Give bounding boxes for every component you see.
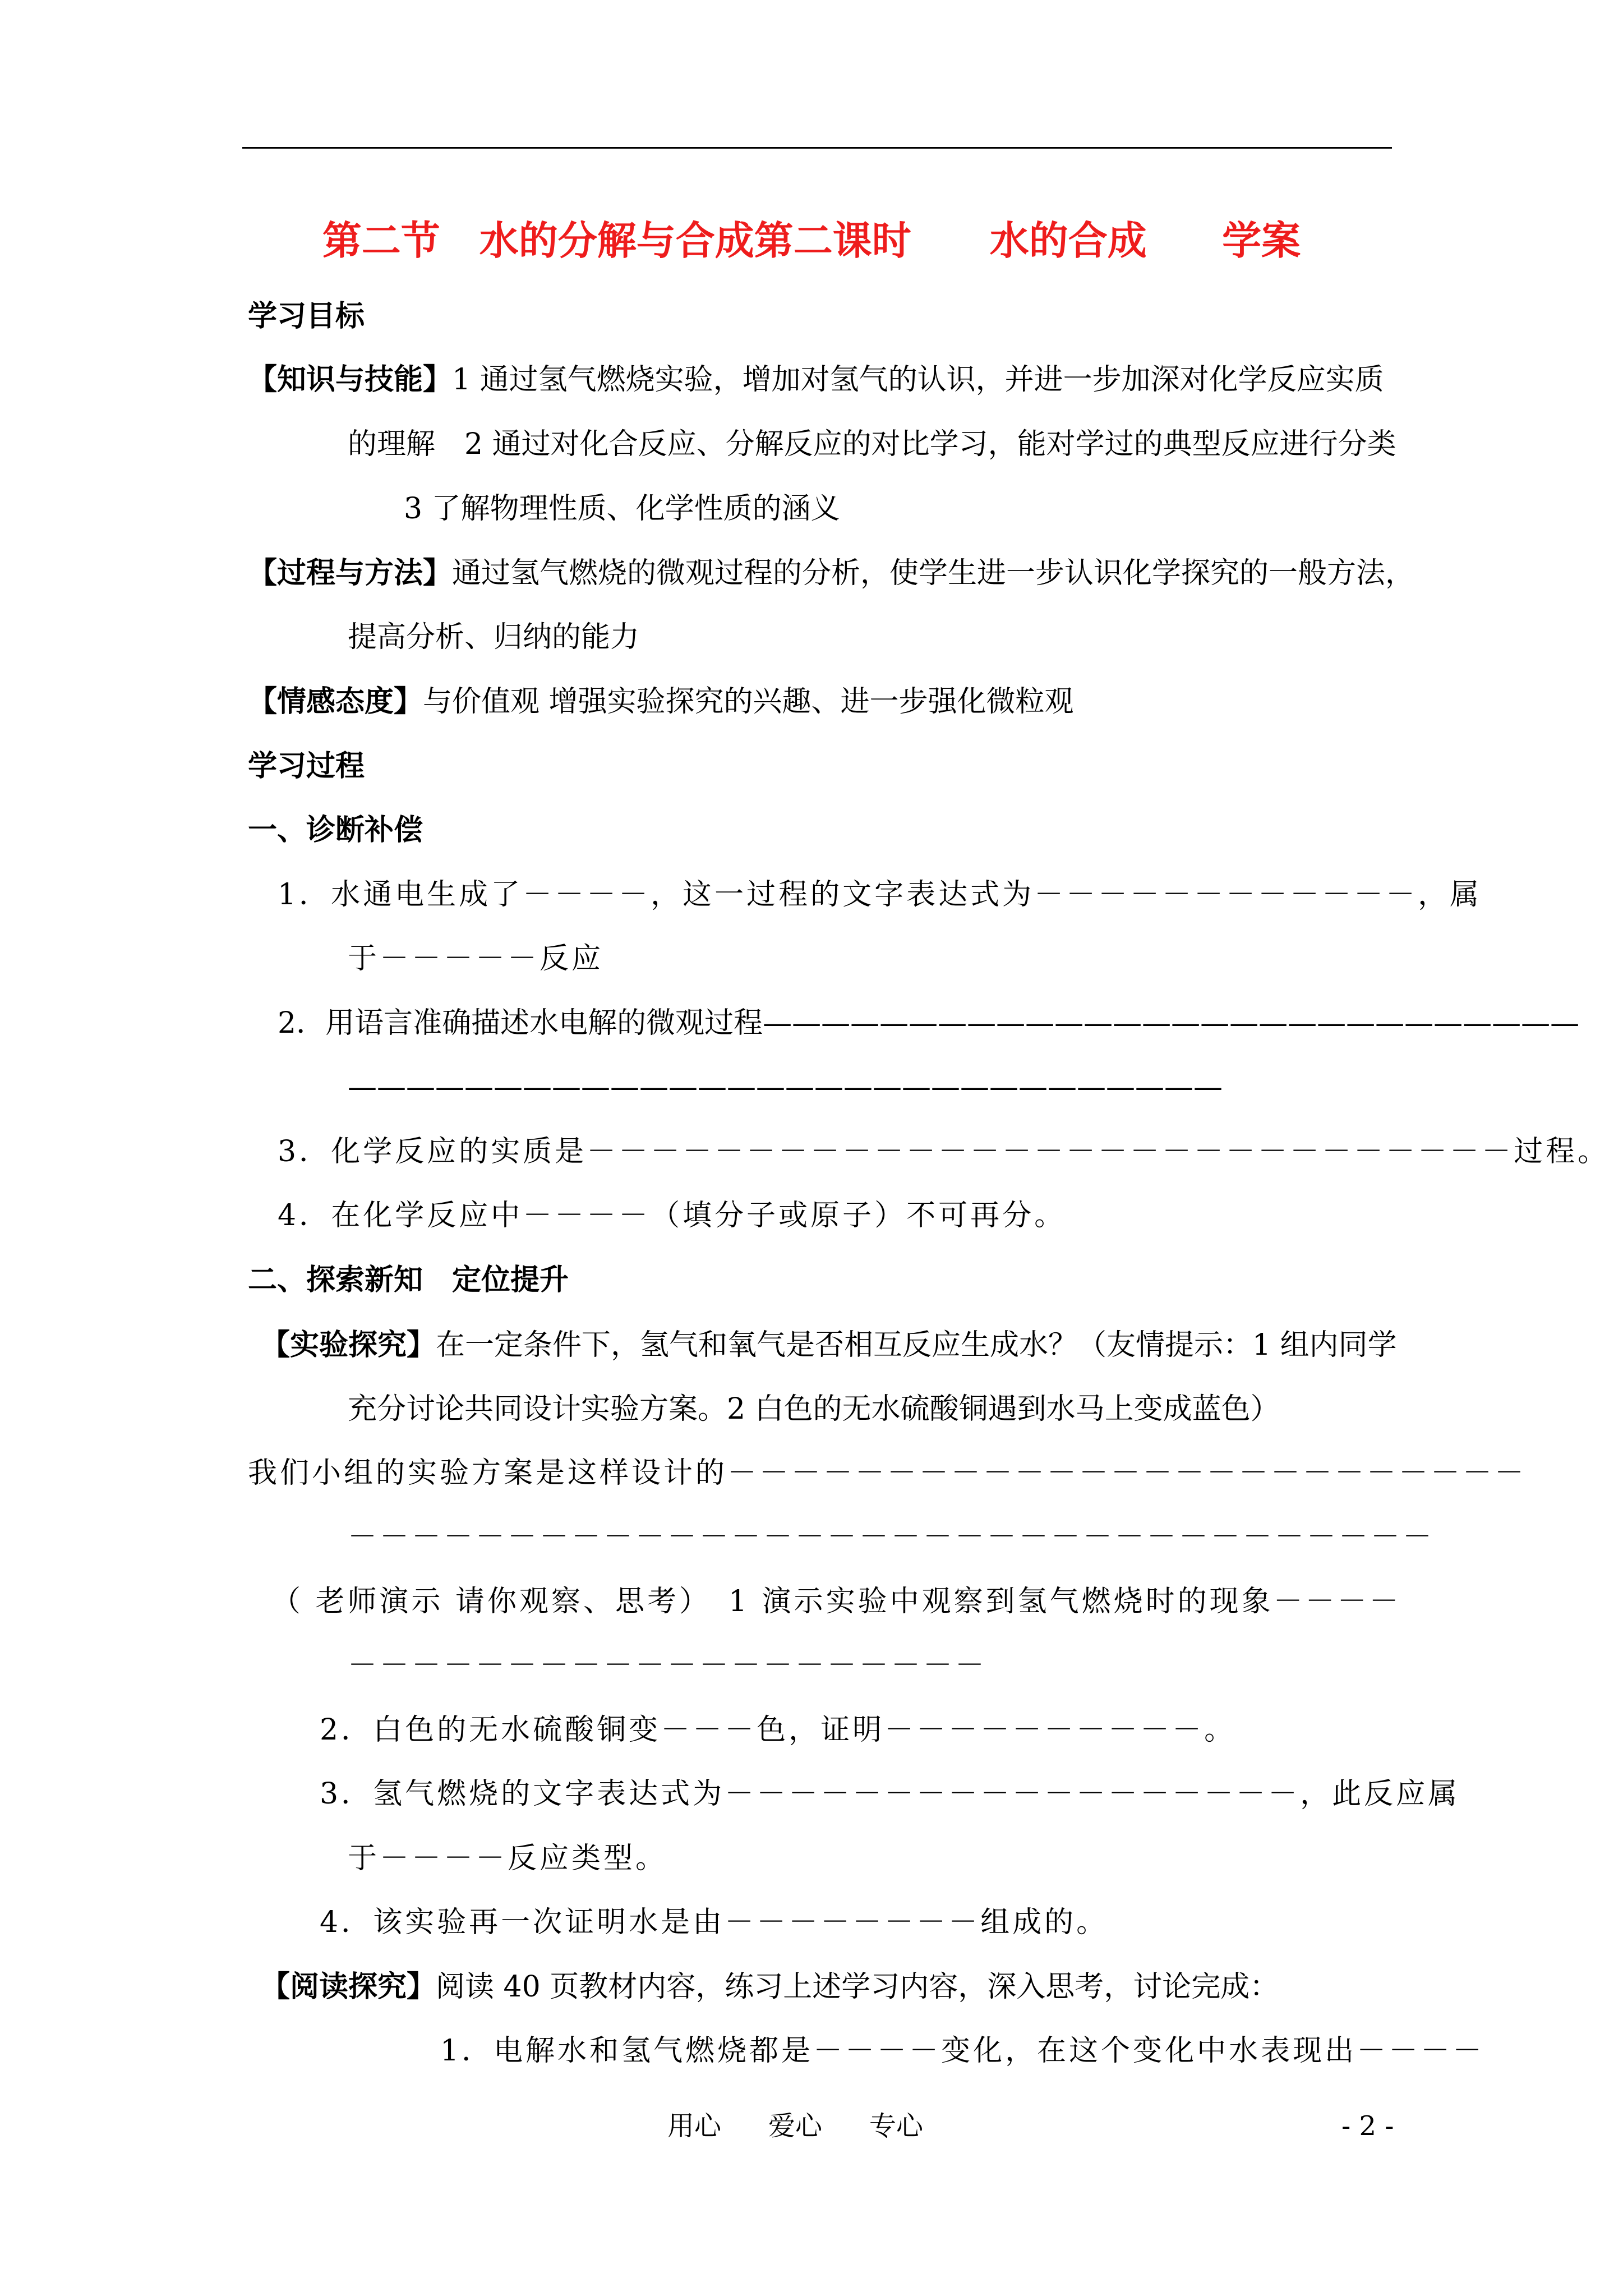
- footer-text-2: 爱心: [768, 2110, 823, 2142]
- attitude-label: 【情感态度】: [248, 684, 423, 719]
- demo-line2: －－－－－－－－－－－－－－－－－－－－: [348, 1649, 988, 1682]
- reading-q1: 1．电解水和氢气燃烧都是－－－－变化，在这个变化中水表现出－－－－: [440, 2034, 1485, 2068]
- experiment-line2: 充分讨论共同设计实验方案。2 白色的无水硫酸铜遇到水马上变成蓝色）: [348, 1392, 1280, 1426]
- explore-q3-line2: 于－－－－反应类型。: [348, 1842, 668, 1875]
- goals-heading: 学习目标: [248, 299, 365, 333]
- experiment-text-1: 在一定条件下，氢气和氧气是否相互反应生成水？（友情提示：1 组内同学: [436, 1328, 1397, 1362]
- explore-q3-line1: 3．氢气燃烧的文字表达式为－－－－－－－－－－－－－－－－－－，此反应属: [320, 1777, 1460, 1811]
- attitude-text: 与价值观 增强实验探究的兴趣、进一步强化微粒观: [423, 685, 1074, 719]
- footer-text-1: 用心: [667, 2110, 722, 2142]
- diagnosis-q2-line2: ——————————————————————————————: [348, 1070, 1223, 1104]
- explore-q4: 4．该实验再一次证明水是由－－－－－－－－组成的。: [320, 1906, 1109, 1939]
- method-label: 【过程与方法】: [248, 556, 453, 590]
- knowledge-goal-line3: 3 了解物理性质、化学性质的涵义: [404, 492, 840, 526]
- experiment-line1: [261, 1327, 1397, 1363]
- diagnosis-q1-line2: 于－－－－－反应: [348, 942, 604, 976]
- demo-line1: （ 老师演示 请你观察、思考） 1 演示实验中观察到氢气燃烧时的现象－－－－: [271, 1585, 1401, 1618]
- method-goal-line1: [248, 555, 1414, 591]
- footer-text-3: 专心: [869, 2110, 924, 2142]
- knowledge-text-1: 1 通过氢气燃烧实验，增加对氢气的认识，并进一步加深对化学反应实质: [452, 363, 1384, 397]
- page-number: - 2 -: [1341, 2110, 1394, 2142]
- part1-heading: 一、诊断补偿: [248, 813, 423, 847]
- header-rule: [242, 147, 1392, 149]
- plan-line1: 我们小组的实验方案是这样设计的－－－－－－－－－－－－－－－－－－－－－－－－－: [248, 1456, 1527, 1490]
- attitude-goal: [248, 684, 1074, 720]
- process-heading: 学习过程: [248, 749, 365, 783]
- diagnosis-q4: 4．在化学反应中－－－－（填分子或原子）不可再分。: [278, 1199, 1067, 1232]
- knowledge-goal-line2: 的理解 2 通过对化合反应、分解反应的对比学习，能对学过的典型反应进行分类: [348, 427, 1396, 461]
- part2-heading: 二、探索新知 定位提升: [248, 1263, 569, 1297]
- diagnosis-q2-line1: 2．用语言准确描述水电解的微观过程————————————————————————————: [278, 1006, 1580, 1040]
- knowledge-goal-line1: [248, 362, 1384, 398]
- page-title: 第二节 水的分解与合成第二课时 水的合成 学案: [322, 217, 1301, 264]
- knowledge-label: 【知识与技能】: [248, 362, 453, 397]
- diagnosis-q1-line1: 1．水通电生成了－－－－，这一过程的文字表达式为－－－－－－－－－－－－，属: [278, 878, 1482, 912]
- method-text-1: 通过氢气燃烧的微观过程的分析，使学生进一步认识化学探究的一般方法，: [452, 556, 1415, 590]
- reading-text: 阅读 40 页教材内容，练习上述学习内容，深入思考，讨论完成：: [436, 1970, 1279, 2004]
- diagnosis-q3: 3．化学反应的实质是－－－－－－－－－－－－－－－－－－－－－－－－－－－－－过程。: [278, 1135, 1610, 1168]
- method-goal-line2: 提高分析、归纳的能力: [348, 620, 640, 654]
- plan-line2: －－－－－－－－－－－－－－－－－－－－－－－－－－－－－－－－－－: [348, 1520, 1435, 1554]
- reading-line: [261, 1969, 1279, 2005]
- explore-q2: 2．白色的无水硫酸铜变－－－色，证明－－－－－－－－－－。: [320, 1713, 1237, 1747]
- reading-label: 【阅读探究】: [261, 1970, 436, 2004]
- experiment-label: 【实验探究】: [261, 1328, 436, 1362]
